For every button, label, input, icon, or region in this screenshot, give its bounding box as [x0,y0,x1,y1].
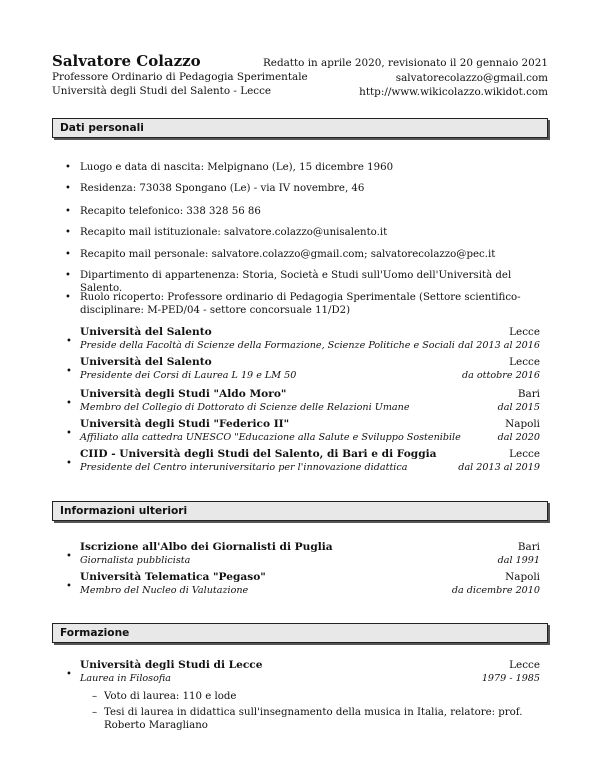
period: dal 2013 al 2016 [458,340,540,351]
degree: Laurea in Filosofia [80,673,171,684]
role: Presidente del Centro interuniversitario per l'innovazione didattica [80,462,408,473]
education-entry: • Università degli Studi di Lecce Lecce Laurea in Filosofia 1979 - 1985 [66,659,540,684]
position-entry: • CIID - Università degli Studi del Salento, di Bari e di Foggia Lecce Presidente del Centro interuniversitario per l'innovazione didattica dal 2013 al 2019 [66,448,540,473]
list-item: • Ruolo ricoperto: Professore ordinario di Pedagogia Sperimentale (Settore scientifico-disciplinare: M-PED/04 - settore concorsuale 11/D2) [66,291,546,317]
list-item: • Dipartimento di appartenenza: Storia, Società e Studi sull'Uomo dell'Università del Salento. [66,269,546,295]
city: Lecce [509,326,540,338]
list-item: • Recapito telefonico: 338 328 56 86 [66,205,546,218]
position-entry: • Università del Salento Lecce Preside della Facoltà di Scienze della Formazione, Scienze Politiche e Sociali dal 2013 al 2016 [66,326,540,351]
period: dal 2020 [497,432,540,443]
institution: Iscrizione all'Albo dei Giornalisti di Puglia [80,541,333,553]
role: Presidente dei Corsi di Laurea L 19 e LM 50 [80,370,297,381]
city: Bari [517,541,540,553]
revision-note: Redatto in aprile 2020, revisionato il 20 gennaio 2021 [262,57,548,69]
position-entry: • Università del Salento Lecce Presidente dei Corsi di Laurea L 19 e LM 50 da ottobre 2016 [66,356,540,381]
period: dal 2015 [497,402,540,413]
position-entry: • Università degli Studi "Aldo Moro" Bari Membro del Collegio di Dottorato di Scienze delle Relazioni Umane dal 2015 [66,388,540,413]
position-entry: • Università degli Studi "Federico II" Napoli Affiliato alla cattedra UNESCO "Educazione alla Salute e Sviluppo Sostenibile dal 2020 [66,418,540,443]
city: Lecce [509,356,540,368]
institution: Università degli Studi "Federico II" [80,418,290,430]
job-title: Professore Ordinario di Pedagogia Sperimentale [52,71,308,83]
period: dal 2013 al 2019 [458,462,540,473]
section-further-info: Informazioni ulteriori [52,501,548,521]
role: Giornalista pubblicista [80,555,191,566]
header-right [263,56,548,100]
period: da ottobre 2016 [461,370,540,381]
list-item: • Luogo e data di nascita: Melpignano (Le), 15 dicembre 1960 [66,161,546,174]
institution: CIID - Università degli Studi del Salento, di Bari e di Foggia [80,448,437,460]
city: Lecce [509,448,540,460]
city: Napoli [505,571,540,583]
section-education: Formazione [52,623,548,643]
city: Napoli [505,418,540,430]
role: Membro del Collegio di Dottorato di Scienze delle Relazioni Umane [80,402,410,413]
city: Lecce [509,659,540,671]
website: http://www.wikicolazzo.wikidot.com [359,86,548,98]
role: Preside della Facoltà di Scienze della Formazione, Scienze Politiche e Sociali [80,340,455,351]
period: 1979 - 1985 [481,673,540,684]
info-entry: • Iscrizione all'Albo dei Giornalisti di Puglia Bari Giornalista pubblicista dal 1991 [66,541,540,566]
university: Università degli Studi del Salento - Lecce [52,85,272,97]
role: Affiliato alla cattedra UNESCO "Educazione alla Salute e Sviluppo Sostenibile [80,432,461,443]
institution: Università Telematica "Pegaso" [80,571,266,583]
info-entry: • Università Telematica "Pegaso" Napoli Membro del Nucleo di Valutazione da dicembre 2010 [66,571,540,596]
education-detail: – Tesi di laurea in didattica sull'insegnamento della musica in Italia, relatore: prof. Roberto Maragliano [92,707,523,731]
education-detail: – Voto di laurea: 110 e lode [92,691,237,702]
section-personal-data: Dati personali [52,118,548,138]
list-item: • Recapito mail istituzionale: salvatore.colazzo@unisalento.it [66,226,546,239]
period: da dicembre 2010 [451,585,540,596]
person-name: Salvatore Colazzo [52,52,201,70]
list-item: • Residenza: 73038 Spongano (Le) - via IV novembre, 46 [66,182,546,195]
email: salvatorecolazzo@gmail.com [395,71,548,84]
role: Membro del Nucleo di Valutazione [80,585,249,596]
institution: Università del Salento [80,356,212,368]
city: Bari [517,388,540,400]
institution: Università degli Studi di Lecce [80,659,263,671]
list-item: • Recapito mail personale: salvatore.colazzo@gmail.com; salvatorecolazzo@pec.it [66,248,546,261]
period: dal 1991 [497,555,540,566]
institution: Università degli Studi "Aldo Moro" [80,388,287,400]
institution: Università del Salento [80,326,212,338]
